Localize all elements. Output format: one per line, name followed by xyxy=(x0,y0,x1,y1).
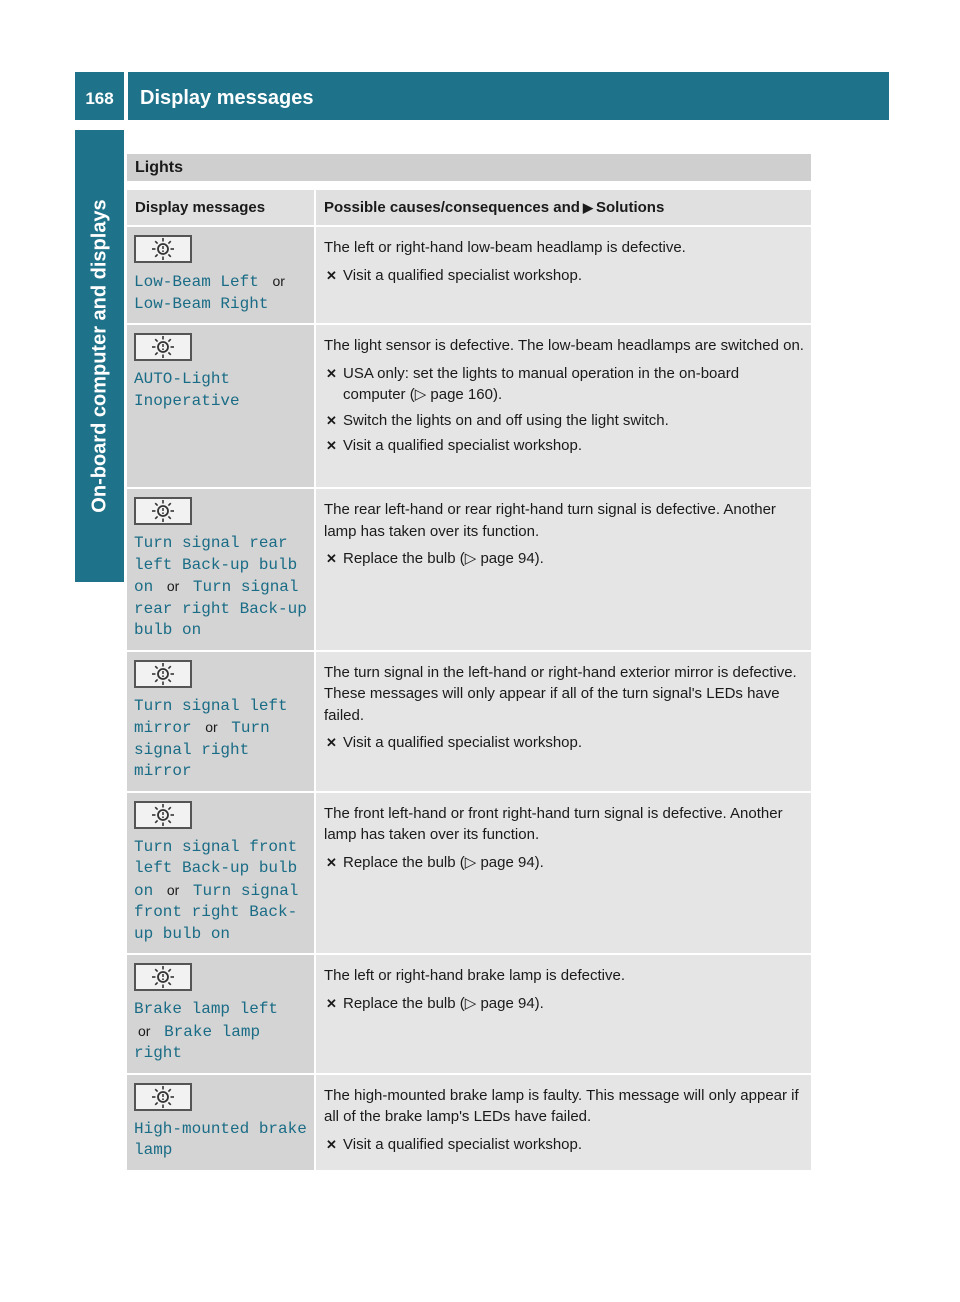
step-text: Replace the bulb (▷ page 94). xyxy=(343,994,544,1012)
display-message-text xyxy=(134,369,308,412)
or-connector: or xyxy=(166,881,180,898)
or-connector: or xyxy=(138,1022,151,1039)
lamp-warning-icon xyxy=(134,963,192,991)
step-text: USA only: set the lights to manual operation in the on-board computer (▷ page 160). xyxy=(343,364,740,403)
table-row xyxy=(127,225,811,323)
message-a: Turn signal left mirror xyxy=(134,696,288,737)
step-marker-icon: ✕ xyxy=(326,365,337,381)
step-marker-icon: ✕ xyxy=(326,735,337,750)
display-message-text xyxy=(134,1119,308,1162)
message-b: Turn signal right mirror xyxy=(134,719,270,780)
display-message-cell xyxy=(127,325,314,487)
lamp-warning-icon xyxy=(134,801,192,829)
message-a: Brake lamp left xyxy=(134,1000,279,1018)
col-causes-solutions xyxy=(314,190,811,225)
lamp-warning-icon xyxy=(134,333,192,361)
display-message-cell xyxy=(127,1075,314,1170)
cause-description: The front left-hand or front right-hand turn signal is defective. Another lamp has taken over its function. xyxy=(324,804,783,843)
step-marker-icon: ✕ xyxy=(326,412,337,428)
lamp-warning-icon xyxy=(134,1083,192,1111)
step-marker-icon: ✕ xyxy=(326,995,337,1011)
display-message-cell xyxy=(127,489,314,650)
page-title: Display messages xyxy=(128,72,889,120)
table-row xyxy=(127,487,811,650)
solution-step xyxy=(324,993,805,1015)
step-text: Visit a qualified specialist workshop. xyxy=(343,734,583,751)
or-connector: or xyxy=(272,273,285,289)
solution-cell xyxy=(314,489,811,650)
cause-description: The left or right-hand low-beam headlamp is defective. xyxy=(324,239,686,256)
table-row xyxy=(127,953,811,1073)
display-message-cell xyxy=(127,955,314,1073)
solution-step xyxy=(324,548,805,570)
or-connector: or xyxy=(205,719,218,735)
step-text: Replace the bulb (▷ page 94). xyxy=(343,853,544,871)
step-marker-icon: ✕ xyxy=(326,438,337,453)
table-header xyxy=(127,190,811,225)
page-number: 168 xyxy=(75,72,124,120)
table-row xyxy=(127,791,811,954)
step-marker-icon: ✕ xyxy=(326,551,337,566)
step-text: Replace the bulb (▷ page 94). xyxy=(343,550,544,567)
step-marker-icon: ✕ xyxy=(326,1136,337,1152)
cause-description: The high-mounted brake lamp is faulty. This message will only appear if all of the brake lamp's LEDs have failed. xyxy=(324,1086,799,1125)
solution-step xyxy=(324,363,805,406)
side-tab-label: On-board computer and displays xyxy=(88,199,110,513)
message-a: AUTO-Light Inoperative xyxy=(134,370,240,410)
side-tab xyxy=(75,130,124,582)
step-text: Visit a qualified specialist workshop. xyxy=(343,1135,583,1153)
solution-cell xyxy=(314,227,811,323)
display-message-text xyxy=(134,837,308,946)
step-text: Visit a qualified specialist workshop. xyxy=(343,266,583,284)
table-body xyxy=(127,225,811,1170)
solution-cell xyxy=(314,793,811,954)
solution-step xyxy=(324,732,805,754)
message-b: Brake lamp right xyxy=(134,1022,261,1062)
message-a: Turn signal rear left Back-up bulb on xyxy=(134,534,298,596)
display-message-cell xyxy=(127,793,314,954)
display-message-text xyxy=(134,271,308,315)
step-text: Switch the lights on and off using the light switch. xyxy=(343,411,669,429)
lamp-warning-icon xyxy=(134,235,192,263)
cause-description: The left or right-hand brake lamp is defective. xyxy=(324,967,625,984)
section-title: Lights xyxy=(127,154,811,181)
play-arrow-icon: ▶ xyxy=(582,199,593,215)
col2-suffix: Solutions xyxy=(595,199,665,216)
message-a: Turn signal front left Back-up bulb on xyxy=(134,837,298,900)
col2-prefix: Possible causes/consequences and xyxy=(324,199,580,216)
content xyxy=(127,154,811,1170)
cause-description: The light sensor is defective. The low-beam headlamps are switched on. xyxy=(324,337,804,354)
solution-step xyxy=(324,1134,805,1156)
solution-cell xyxy=(314,652,811,791)
display-message-text xyxy=(134,696,308,783)
display-message-text xyxy=(134,533,308,642)
solution-step xyxy=(324,410,805,432)
cause-description: The rear left-hand or rear right-hand turn signal is defective. Another lamp has taken over its function. xyxy=(324,501,776,540)
step-text: Visit a qualified specialist workshop. xyxy=(343,437,583,454)
solution-cell xyxy=(314,325,811,487)
lamp-warning-icon xyxy=(134,660,192,688)
message-b: Low-Beam Right xyxy=(134,294,269,313)
message-a: High-mounted brake lamp xyxy=(134,1119,307,1159)
table-row xyxy=(127,1073,811,1170)
solution-step xyxy=(324,435,805,457)
lamp-warning-icon xyxy=(134,497,192,525)
step-marker-icon: ✕ xyxy=(326,854,337,870)
solution-step xyxy=(324,852,805,874)
display-message-cell xyxy=(127,227,314,323)
display-message-cell xyxy=(127,652,314,791)
message-b: Turn signal front right Back-up bulb on xyxy=(134,881,299,943)
solution-step xyxy=(324,265,805,287)
table-row xyxy=(127,650,811,791)
col-display-messages: Display messages xyxy=(135,199,266,216)
message-a: Low-Beam Left xyxy=(134,273,259,291)
or-connector: or xyxy=(166,578,180,594)
table-row xyxy=(127,323,811,487)
side-tab-marker xyxy=(75,530,124,582)
message-b: Turn signal rear right Back-up bulb on xyxy=(134,578,307,639)
messages-table xyxy=(127,190,811,1170)
cause-description: The turn signal in the left-hand or right-hand exterior mirror is defective. These messages will only appear if all of the turn signal's LEDs have failed. xyxy=(324,663,797,724)
step-marker-icon: ✕ xyxy=(326,267,337,283)
solution-cell xyxy=(314,955,811,1073)
display-message-text xyxy=(134,999,308,1065)
solution-cell xyxy=(314,1075,811,1170)
